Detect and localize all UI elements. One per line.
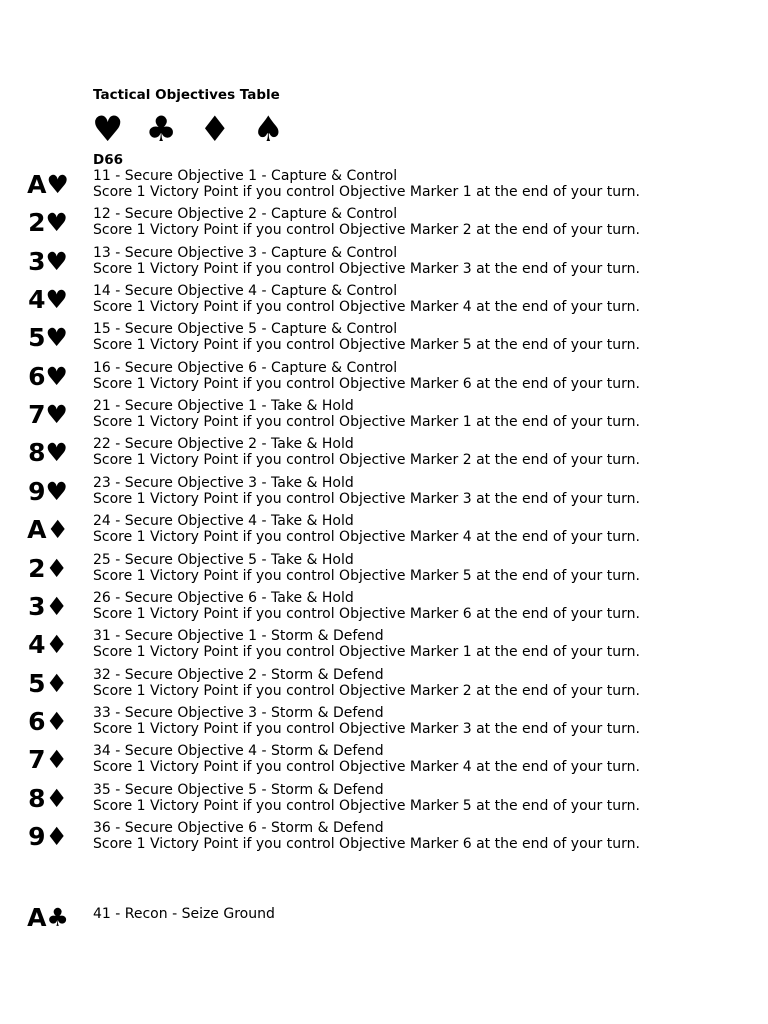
- objective-heading: 26 - Secure Objective 6 - Take & Hold: [93, 589, 354, 606]
- objective-heading: 35 - Secure Objective 5 - Storm & Defend: [93, 781, 384, 798]
- objective-description: Score 1 Victory Point if you control Objective Marker 5 at the end of your turn.: [93, 567, 640, 584]
- objective-description: Score 1 Victory Point if you control Objective Marker 5 at the end of your turn.: [93, 797, 640, 814]
- card-label: 9♥: [28, 476, 68, 506]
- objective-row: [0, 903, 768, 940]
- card-label: 6♦: [28, 706, 68, 736]
- diamond-icon: ♦: [199, 110, 231, 150]
- objective-row: [0, 360, 768, 394]
- objective-heading: 12 - Secure Objective 2 - Capture & Control: [93, 206, 398, 223]
- objective-heading: 25 - Secure Objective 5 - Take & Hold: [93, 551, 354, 568]
- objective-description: Score 1 Victory Point if you control Objective Marker 6 at the end of your turn.: [93, 605, 640, 622]
- card-label: 5♦: [28, 668, 68, 698]
- objective-heading: 32 - Secure Objective 2 - Storm & Defend: [93, 666, 384, 683]
- spade-icon: ♠: [252, 110, 284, 150]
- objective-heading: 11 - Secure Objective 1 - Capture & Control: [93, 168, 398, 184]
- objective-description: Score 1 Victory Point if you control Objective Marker 1 at the end of your turn.: [93, 414, 640, 431]
- card-label: A♣: [27, 903, 69, 932]
- card-label: A♥: [27, 170, 69, 199]
- objective-description: Score 1 Victory Point if you control Objective Marker 2 at the end of your turn.: [93, 222, 640, 239]
- objective-description: Score 1 Victory Point if you control Objective Marker 4 at the end of your turn.: [93, 529, 640, 546]
- objective-description: Score 1 Victory Point if you control Objective Marker 3 at the end of your turn.: [93, 260, 640, 277]
- objective-row: [0, 206, 768, 240]
- objective-heading: 13 - Secure Objective 3 - Capture & Control: [93, 244, 398, 261]
- objective-description: Score 1 Victory Point if you control Objective Marker 1 at the end of your turn.: [93, 644, 640, 661]
- objective-heading: 22 - Secure Objective 2 - Take & Hold: [93, 436, 354, 453]
- objective-heading: 41 - Recon - Seize Ground: [93, 906, 275, 922]
- objective-description: Score 1 Victory Point if you control Objective Marker 6 at the end of your turn.: [93, 375, 640, 392]
- card-label: 5♥: [28, 323, 68, 353]
- club-icon: ♣: [145, 110, 177, 150]
- objective-row: [0, 743, 768, 777]
- objective-description: Score 1 Victory Point if you control Objective Marker 4 at the end of your turn.: [93, 759, 640, 776]
- card-label: 4♥: [28, 285, 68, 315]
- objective-row: [0, 820, 768, 854]
- objective-description: Score 1 Victory Point if you control Objective Marker 5 at the end of your turn.: [93, 337, 640, 354]
- objective-description: Score 1 Victory Point if you control Objective Marker 4 at the end of your turn.: [93, 299, 640, 316]
- objective-description: Score 1 Victory Point if you control Objective Marker 1 at the end of your turn.: [93, 184, 640, 200]
- dice-label: D66: [93, 152, 123, 168]
- card-label: 7♦: [28, 745, 68, 775]
- card-label: 9♦: [28, 821, 68, 851]
- card-label: A♦: [27, 515, 69, 545]
- objective-row: [0, 321, 768, 355]
- objective-heading: 36 - Secure Objective 6 - Storm & Defend: [93, 819, 384, 836]
- card-label: 3♦: [28, 591, 68, 621]
- objective-heading: 15 - Secure Objective 5 - Capture & Control: [93, 321, 398, 338]
- objective-description: Score 1 Victory Point if you control Objective Marker 3 at the end of your turn.: [93, 720, 640, 737]
- objective-heading: 24 - Secure Objective 4 - Take & Hold: [93, 513, 354, 530]
- card-label: 7♥: [28, 400, 68, 430]
- card-label: 8♥: [28, 438, 68, 468]
- objective-heading: 31 - Secure Objective 1 - Storm & Defend: [93, 628, 384, 645]
- objective-description: Score 1 Victory Point if you control Objective Marker 6 at the end of your turn.: [93, 835, 640, 852]
- card-label: 4♦: [28, 630, 68, 660]
- card-label: 8♦: [28, 783, 68, 813]
- objective-row: [0, 398, 768, 432]
- card-label: 2♥: [28, 208, 68, 238]
- objective-row: [0, 168, 768, 202]
- objective-description: Score 1 Victory Point if you control Objective Marker 3 at the end of your turn.: [93, 490, 640, 507]
- objective-row: [0, 552, 768, 586]
- objective-row: [0, 667, 768, 701]
- card-label: 3♥: [28, 246, 68, 276]
- card-label: 2♦: [28, 553, 68, 583]
- objective-row: [0, 245, 768, 279]
- heart-icon: ♥: [92, 110, 124, 150]
- objective-row: [0, 475, 768, 509]
- objective-heading: 33 - Secure Objective 3 - Storm & Defend: [93, 704, 384, 721]
- objective-heading: 16 - Secure Objective 6 - Capture & Control: [93, 359, 398, 376]
- objective-row: [0, 705, 768, 739]
- objective-heading: 34 - Secure Objective 4 - Storm & Defend: [93, 743, 384, 760]
- objective-description: Score 1 Victory Point if you control Objective Marker 2 at the end of your turn.: [93, 452, 640, 469]
- objective-heading: 21 - Secure Objective 1 - Take & Hold: [93, 398, 354, 415]
- objective-heading: 23 - Secure Objective 3 - Take & Hold: [93, 474, 354, 491]
- objective-description: Score 1 Victory Point if you control Objective Marker 2 at the end of your turn.: [93, 682, 640, 699]
- objective-row: [0, 590, 768, 624]
- objective-heading: 14 - Secure Objective 4 - Capture & Control: [93, 283, 398, 300]
- objective-row: [0, 782, 768, 816]
- objective-row: [0, 513, 768, 547]
- card-label: 6♥: [28, 361, 68, 391]
- objective-row: [0, 283, 768, 317]
- objective-row: [0, 628, 768, 662]
- objective-row: [0, 436, 768, 470]
- page-title: Tactical Objectives Table: [93, 87, 280, 103]
